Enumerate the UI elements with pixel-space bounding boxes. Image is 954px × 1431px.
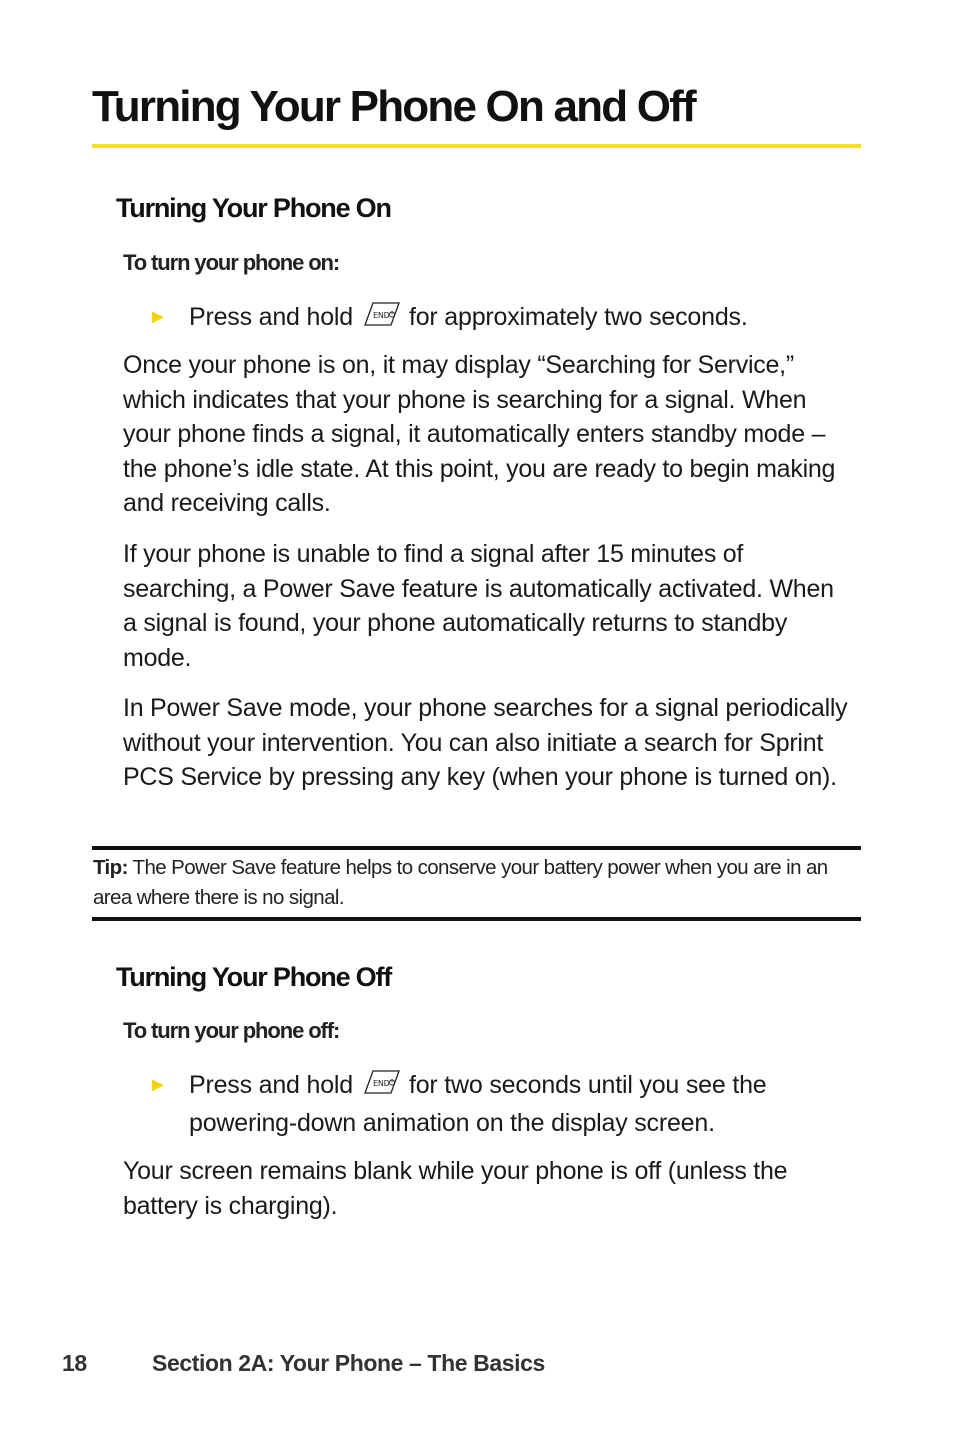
paragraph-screen-blank: Your screen remains blank while your phone is off (unless the battery is charging). [123,1157,788,1220]
subheading-turn-on: To turn your phone on: [123,250,340,275]
end-key-icon [361,299,403,329]
paragraph-power-save: If your phone is unable to find a signal after 15 minutes of searching, a Power Save feature is automatically activated. When a signal is found, your phone automatically returns to standby mode. [123,540,834,672]
page-title: Turning Your Phone On and Off [92,82,695,131]
bullet-arrow-icon: ► [148,1074,168,1096]
bullet-text: Press and hold END for two seconds until you see the powering-down animation on the display screen. [189,1066,849,1142]
tip-top-rule [92,846,861,850]
paragraph-power-save-mode: In Power Save mode, your phone searches for a signal periodically without your intervention. You can also initiate a search for Sprint PCS Service by pressing any key (when your phone is turned on). [123,694,848,792]
bullet-text: Press and hold END for approximately two seconds. [189,298,849,336]
page-number: 18 [62,1350,87,1376]
footer-section-label: Section 2A: Your Phone – The Basics [152,1350,545,1376]
section-heading-off: Turning Your Phone Off [116,962,392,992]
end-key-icon [361,1067,403,1097]
title-underline [92,144,861,148]
section-heading-on: Turning Your Phone On [116,193,391,223]
tip-label: Tip: [93,856,128,879]
tip-text: The Power Save feature helps to conserve your battery power when you are in an area where there is no signal. [93,856,828,909]
svg-text:END: END [372,1079,390,1088]
svg-text:END: END [372,311,390,320]
paragraph-searching: Once your phone is on, it may display “Searching for Service,” which indicates that your phone is searching for a signal. When your phone finds a signal, it automatically enters standby mode – the phone’s idle state. At this point, you are ready to begin making and receiving calls. [123,351,836,518]
subheading-turn-off: To turn your phone off: [123,1018,340,1043]
tip-bottom-rule [92,917,861,921]
tip-box [93,853,863,912]
bullet-arrow-icon: ► [148,306,168,328]
